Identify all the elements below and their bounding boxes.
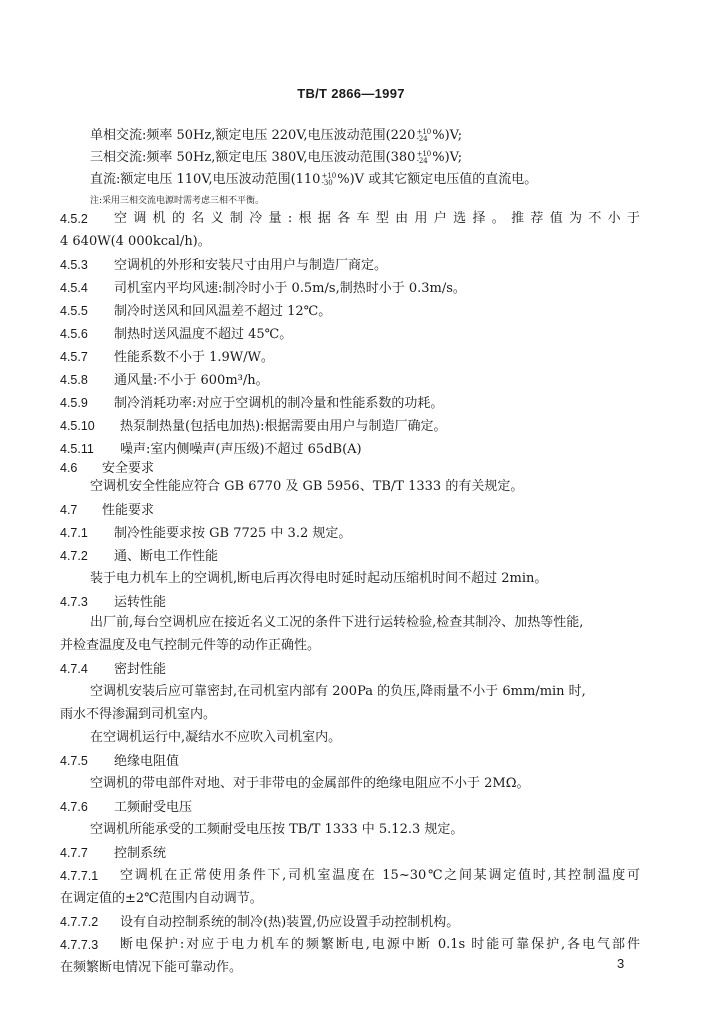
clause-text: 空调机安全性能应符合 GB 6770 及 GB 5956、TB/T 1333 的有关规定。 bbox=[90, 479, 524, 494]
clause-text: 绝缘电阻值 bbox=[114, 754, 180, 769]
clause-line bbox=[60, 280, 466, 297]
clause-line bbox=[60, 349, 274, 366]
clause-text: 通、断电工作性能 bbox=[114, 549, 219, 564]
clause-line bbox=[60, 502, 154, 519]
clause-line bbox=[60, 303, 331, 320]
clause-line bbox=[60, 395, 443, 412]
three-phase-tolerance bbox=[416, 151, 431, 165]
clause-text: 空调机在正常使用条件下,司机室温度在 15~30℃之间某调定值时,其控制温度可 bbox=[120, 868, 640, 883]
three-phase-line bbox=[90, 150, 462, 166]
three-phase-suffix: %)V; bbox=[432, 150, 463, 165]
clause-text: 空调机的带电部件对地、对于非带电的金属部件的绝缘电阻应不小于 2MΩ。 bbox=[90, 776, 530, 791]
tolerance-lower: -24 bbox=[416, 156, 428, 165]
clause-number: 4.5.7 bbox=[60, 350, 88, 364]
clause-line bbox=[60, 845, 166, 862]
clause-line bbox=[60, 960, 242, 976]
page-number: 3 bbox=[617, 956, 625, 971]
dc-line bbox=[90, 172, 537, 188]
clause-text: 工频耐受电压 bbox=[114, 800, 193, 815]
dc-text: 直流:额定电压 110V,电压波动范围(110 bbox=[90, 172, 321, 187]
clause-text: 设有自动控制系统的制冷(热)装置,仍应设置手动控制机构。 bbox=[120, 915, 460, 930]
clause-text: 性能系数不小于 1.9W/W。 bbox=[114, 350, 274, 365]
clause-number: 4.7.1 bbox=[60, 526, 88, 540]
tolerance-lower: -24 bbox=[416, 134, 428, 143]
clause-line bbox=[60, 211, 640, 227]
clause-line bbox=[90, 776, 530, 792]
clause-text: 司机室内平均风速:制冷时小于 0.5m/s,制热时小于 0.3m/s。 bbox=[114, 281, 466, 296]
clause-line bbox=[60, 868, 640, 884]
clause-number: 4.5.9 bbox=[60, 396, 88, 410]
clause-number: 4.7.2 bbox=[60, 549, 88, 563]
single-phase-tolerance bbox=[416, 129, 431, 143]
clause-text: 热泵制热量(包括电加热):根据需要由用户与制造厂确定。 bbox=[120, 419, 447, 434]
clause-number: 4.7.7 bbox=[60, 846, 88, 860]
clause-line bbox=[90, 684, 586, 700]
clause-text: 噪声:室内侧噪声(声压级)不超过 65dB(A) bbox=[120, 442, 362, 457]
page-header-standard-number: TB/T 2866—1997 bbox=[297, 86, 405, 101]
clause-number: 4.7.4 bbox=[60, 662, 88, 676]
clause-line bbox=[90, 571, 547, 587]
clause-text: 4 640W(4 000kcal/h)。 bbox=[60, 234, 211, 249]
clause-text: 制冷消耗功率:对应于空调机的制冷量和性能系数的功耗。 bbox=[114, 396, 444, 411]
clause-text: 运转性能 bbox=[114, 595, 167, 610]
clause-number: 4.5.6 bbox=[60, 327, 88, 341]
clause-text: 控制系统 bbox=[114, 846, 167, 861]
clause-line bbox=[60, 460, 154, 477]
clause-number: 4.5.4 bbox=[60, 281, 88, 295]
clause-text: 制冷时送风和回风温差不超过 12℃。 bbox=[114, 304, 332, 319]
clause-line bbox=[60, 418, 447, 435]
clause-line bbox=[90, 615, 583, 631]
clause-text: 制冷性能要求按 GB 7725 中 3.2 规定。 bbox=[114, 526, 352, 541]
clause-text: 断电保护:对应于电力机车的频繁断电,电源中断 0.1s 时能可靠保护,各电气部件 bbox=[120, 937, 640, 952]
clause-number: 4.7.3 bbox=[60, 595, 88, 609]
clause-number: 4.7.5 bbox=[60, 754, 88, 768]
clause-line bbox=[90, 822, 463, 838]
clause-text: 在调定值的±2℃范围内自动调节。 bbox=[60, 891, 263, 906]
clause-text: 并检查温度及电气控制元件等的动作正确性。 bbox=[60, 638, 321, 653]
clause-line bbox=[60, 707, 216, 723]
clause-number: 4.7.7.2 bbox=[60, 915, 99, 929]
clause-number: 4.5.2 bbox=[60, 212, 88, 226]
clause-line bbox=[60, 937, 640, 953]
clause-line bbox=[60, 914, 459, 931]
clause-number: 4.7.7.1 bbox=[60, 869, 99, 883]
clause-text: 安全要求 bbox=[102, 461, 155, 476]
clause-line bbox=[90, 730, 341, 746]
clause-text: 在空调机运行中,凝结水不应吹入司机室内。 bbox=[90, 730, 342, 745]
tolerance-upper: +10 bbox=[416, 127, 432, 136]
single-phase-text: 单相交流:频率 50Hz,额定电压 220V,电压波动范围(220 bbox=[90, 128, 416, 143]
single-phase-line bbox=[90, 128, 462, 144]
clause-text: 雨水不得渗漏到司机室内。 bbox=[60, 707, 217, 722]
clause-line bbox=[60, 257, 387, 274]
dc-tolerance bbox=[321, 173, 336, 187]
clause-line bbox=[60, 799, 192, 816]
tolerance-upper: +10 bbox=[321, 171, 337, 180]
clause-number: 4.7 bbox=[60, 503, 78, 517]
clause-text: 制热时送风温度不超过 45℃。 bbox=[114, 327, 293, 342]
clause-line bbox=[60, 594, 166, 611]
clause-text: 在频繁断电情况下能可靠动作。 bbox=[60, 960, 243, 975]
clause-line bbox=[60, 234, 211, 250]
clause-number: 4.5.11 bbox=[60, 442, 94, 456]
clause-number: 4.5.8 bbox=[60, 373, 88, 387]
clause-number: 4.5.10 bbox=[60, 419, 95, 433]
clause-line bbox=[60, 753, 179, 770]
clause-line bbox=[60, 638, 320, 654]
clause-number: 4.7.6 bbox=[60, 800, 88, 814]
clause-text: 装于电力机车上的空调机,断电后再次得电时延时起动压缩机时间不超过 2min。 bbox=[90, 571, 548, 586]
clause-line bbox=[60, 441, 362, 458]
clause-text: 通风量:不小于 600m³/h。 bbox=[114, 373, 269, 388]
clause-text: 密封性能 bbox=[114, 662, 167, 677]
three-phase-text: 三相交流:频率 50Hz,额定电压 380V,电压波动范围(380 bbox=[90, 150, 416, 165]
clause-text: 性能要求 bbox=[102, 503, 155, 518]
clause-line bbox=[60, 326, 292, 343]
clause-number: 4.7.7.3 bbox=[60, 938, 99, 952]
clause-text: 空调机的外形和安装尺寸由用户与制造厂商定。 bbox=[114, 258, 388, 273]
clause-number: 4.6 bbox=[60, 461, 78, 475]
tolerance-lower: -30 bbox=[321, 178, 333, 187]
clause-number: 4.5.5 bbox=[60, 304, 88, 318]
single-phase-suffix: %)V; bbox=[432, 128, 463, 143]
tolerance-upper: +10 bbox=[416, 149, 432, 158]
clause-text: 出厂前,每台空调机应在接近名义工况的条件下进行运转检验,检查其制冷、加热等性能, bbox=[90, 615, 584, 630]
clause-text: 空调机安装后应可靠密封,在司机室内部有 200Pa 的负压,降雨量不小于 6mm/min 时, bbox=[90, 684, 586, 699]
clause-line bbox=[60, 891, 263, 907]
power-note: 注:采用三相交流电源时需考虑三相不平衡。 bbox=[90, 196, 265, 206]
clause-line bbox=[60, 525, 351, 542]
dc-suffix: %)V 或其它额定电压值的直流电。 bbox=[337, 172, 538, 187]
clause-line bbox=[60, 661, 166, 678]
clause-line bbox=[60, 548, 218, 565]
clause-number: 4.5.3 bbox=[60, 258, 88, 272]
clause-text: 空调机的名义制冷量:根据各车型由用户选择。推荐值为不小于 bbox=[114, 211, 640, 226]
clause-text: 空调机所能承受的工频耐受电压按 TB/T 1333 中 5.12.3 规定。 bbox=[90, 822, 464, 837]
clause-line bbox=[60, 372, 269, 389]
clause-line bbox=[90, 479, 523, 495]
